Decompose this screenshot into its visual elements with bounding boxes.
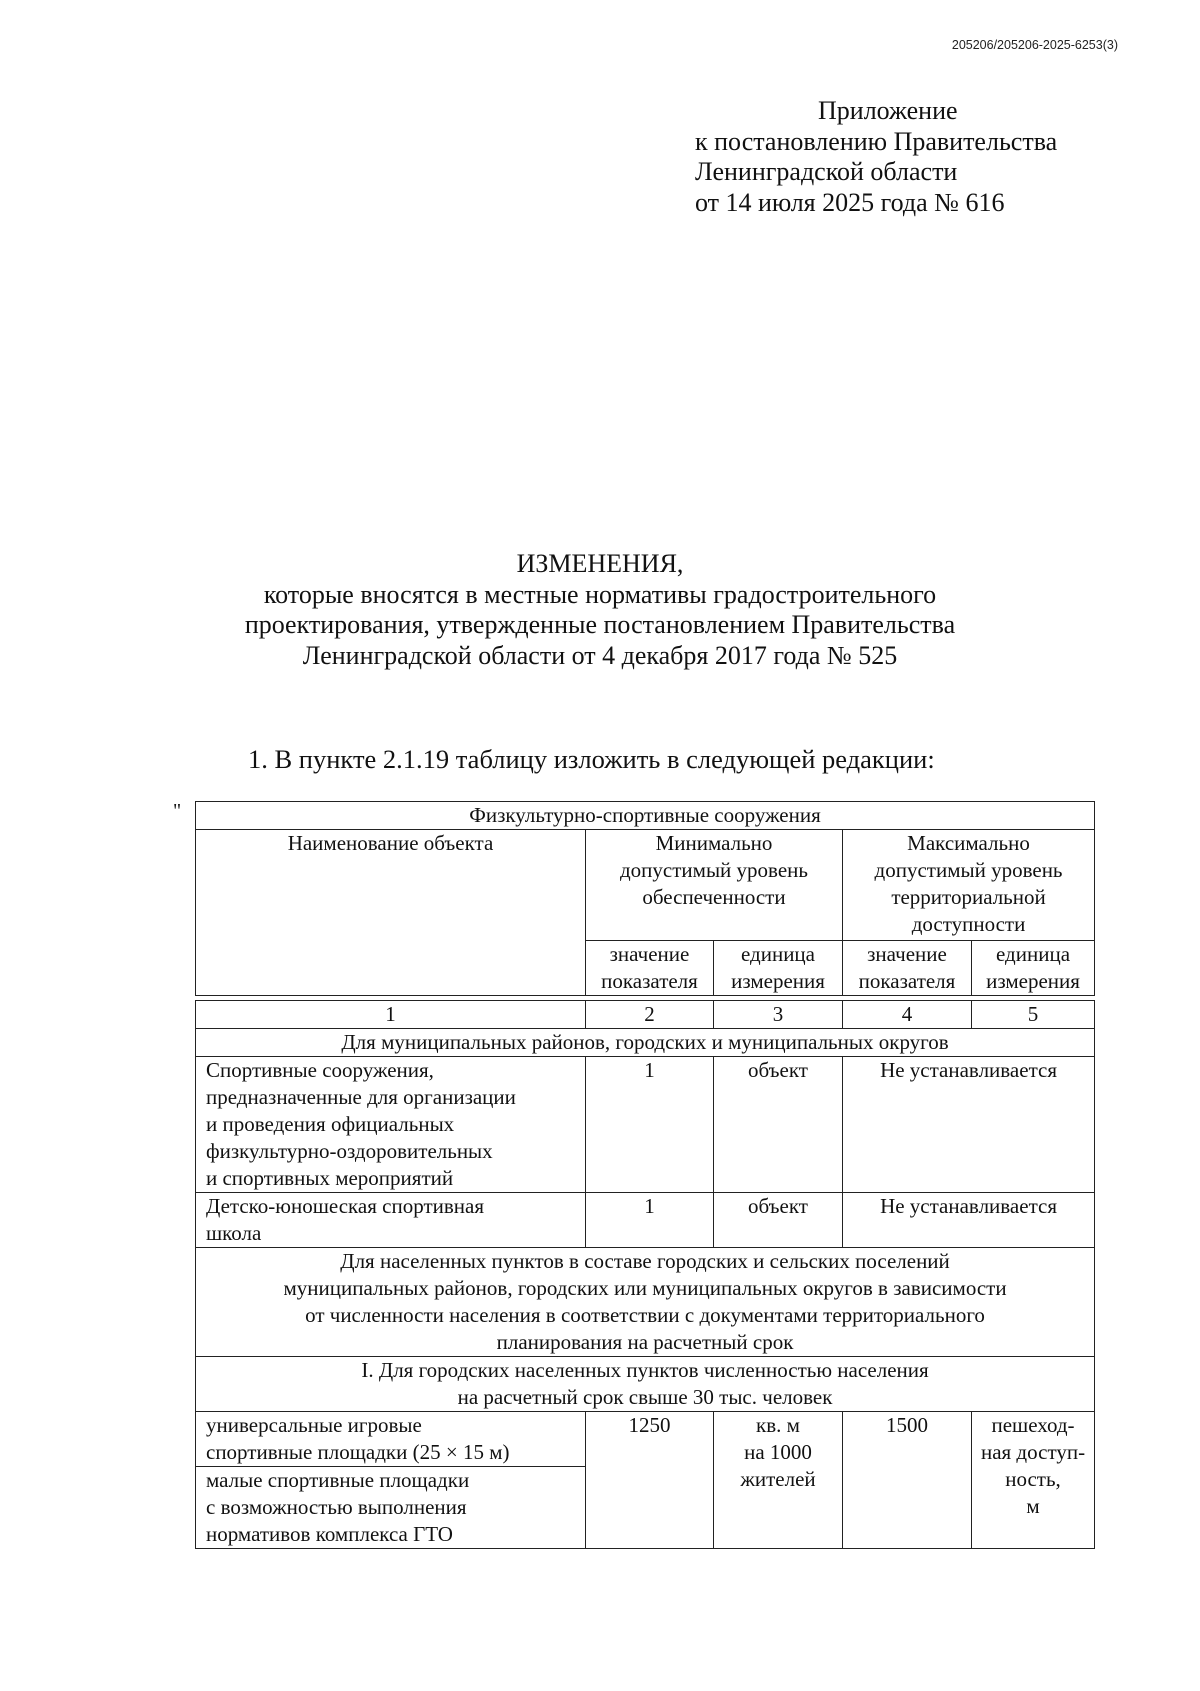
table-row (196, 1193, 1095, 1248)
cell-line: планирования на расчетный срок (496, 1330, 794, 1354)
title-line: Ленинградской области от 4 декабря 2017 года № 525 (302, 640, 898, 670)
subsection-title (196, 1357, 1095, 1412)
header-line: допустимый уровень (874, 858, 1063, 882)
header-line: допустимый уровень (620, 858, 808, 882)
appendix-line: Приложение (818, 96, 958, 125)
section-row (196, 1248, 1095, 1357)
cell-line: спортивные площадки (25 × 15 м) (206, 1440, 510, 1464)
appendix-line: Ленинградской области (695, 157, 958, 186)
cell-line: физкультурно-оздоровительных (206, 1139, 493, 1163)
header-object-name: Наименование объекта (196, 830, 586, 996)
cell-line: предназначенные для организации (206, 1085, 516, 1109)
opening-quote: " (173, 800, 182, 822)
object-name (196, 1057, 586, 1193)
header-min-level (586, 830, 843, 941)
cell-line: и проведения официальных (206, 1112, 455, 1136)
cell-line: муниципальных районов, городских или муниципальных округов в зависимости (283, 1276, 1007, 1300)
appendix-line: от 14 июля 2025 года № 616 (695, 187, 1005, 217)
min-value: 1250 (586, 1412, 714, 1549)
object-name (196, 1467, 586, 1549)
header-max-level (843, 830, 1095, 941)
max-unit (972, 1412, 1095, 1549)
column-number: 1 (196, 1001, 586, 1029)
appendix-line: к постановлению Правительства (695, 126, 1058, 156)
cell-line: кв. м (756, 1413, 800, 1437)
cell-line: универсальные игровые (206, 1413, 422, 1437)
subheader-line: измерения (731, 969, 825, 993)
cell-line: от численности населения в соответствии с документами территориального (305, 1303, 985, 1327)
title-heading: ИЗМЕНЕНИЯ, (516, 549, 684, 578)
header-line: Максимально (907, 831, 1030, 855)
appendix-header (695, 96, 1057, 218)
subheader-line: значение (867, 942, 947, 966)
cell-line: I. Для городских населенных пунктов численностью населения (361, 1358, 929, 1382)
min-value: 1 (586, 1057, 714, 1193)
column-number-row (196, 1001, 1095, 1029)
section-row (196, 1029, 1095, 1057)
subheader-line: показателя (601, 969, 698, 993)
paragraph-1: 1. В пункте 2.1.19 таблицу изложить в следующей редакции: (248, 744, 935, 774)
table-header-row (196, 830, 1095, 941)
title-line: которые вносятся в местные нормативы градостроительного (263, 579, 937, 609)
object-name (196, 1412, 586, 1467)
column-number: 5 (972, 1001, 1095, 1029)
subheader-line: единица (996, 942, 1071, 966)
cell-line: ная доступ- (980, 1440, 1086, 1464)
header-line: обеспеченности (642, 885, 786, 909)
column-number: 3 (714, 1001, 843, 1029)
subheader-value (843, 941, 972, 996)
cell-line: Для населенных пунктов в составе городских и сельских поселений (340, 1249, 950, 1273)
title-line: проектирования, утвержденные постановлением Правительства (244, 610, 956, 639)
max-level: Не устанавливается (843, 1193, 1095, 1248)
sports-facilities-table (195, 801, 1095, 1549)
min-value: 1 (586, 1193, 714, 1248)
max-value: 1500 (843, 1412, 972, 1549)
table-caption-row (196, 802, 1095, 830)
table-caption: Физкультурно-спортивные сооружения (196, 802, 1095, 830)
subheader-line: единица (740, 942, 815, 966)
header-line: территориальной (891, 885, 1046, 909)
cell-line: нормативов комплекса ГТО (206, 1522, 453, 1546)
section-title: Для муниципальных районов, городских и муниципальных округов (196, 1029, 1095, 1057)
column-number: 2 (586, 1001, 714, 1029)
cell-line: ность, (1005, 1467, 1061, 1491)
cell-line: с возможностью выполнения (206, 1495, 467, 1519)
min-unit: объект (714, 1193, 843, 1248)
column-number: 4 (843, 1001, 972, 1029)
min-unit: объект (714, 1057, 843, 1193)
table-row (196, 1057, 1095, 1193)
subheader-line: показателя (858, 969, 956, 993)
subheader-value (586, 941, 714, 996)
max-level: Не устанавливается (843, 1057, 1095, 1193)
cell-line: на 1000 (744, 1440, 812, 1464)
cell-line: пешеход- (991, 1413, 1075, 1437)
object-name (196, 1193, 586, 1248)
min-unit (714, 1412, 843, 1549)
cell-line: школа (206, 1221, 262, 1245)
cell-line: и спортивных мероприятий (206, 1166, 454, 1190)
subheader-line: значение (609, 942, 690, 966)
header-line: Минимально (655, 831, 773, 855)
subheader-unit (714, 941, 843, 996)
cell-line: Спортивные сооружения, (206, 1058, 434, 1082)
cell-line: на расчетный срок свыше 30 тыс. человек (457, 1385, 833, 1409)
document-title (0, 549, 1200, 671)
cell-line: м (1026, 1494, 1040, 1518)
cell-line: Детско-юношеская спортивная (206, 1194, 484, 1218)
cell-line: жителей (740, 1467, 816, 1491)
subsection-row (196, 1357, 1095, 1412)
table-row (196, 1412, 1095, 1467)
cell-line: малые спортивные площадки (206, 1468, 470, 1492)
document-id: 205206/205206-2025-6253(3) (951, 38, 1118, 52)
header-line: доступности (911, 912, 1026, 936)
subheader-unit (972, 941, 1095, 996)
section-title (196, 1248, 1095, 1357)
subheader-line: измерения (986, 969, 1080, 993)
